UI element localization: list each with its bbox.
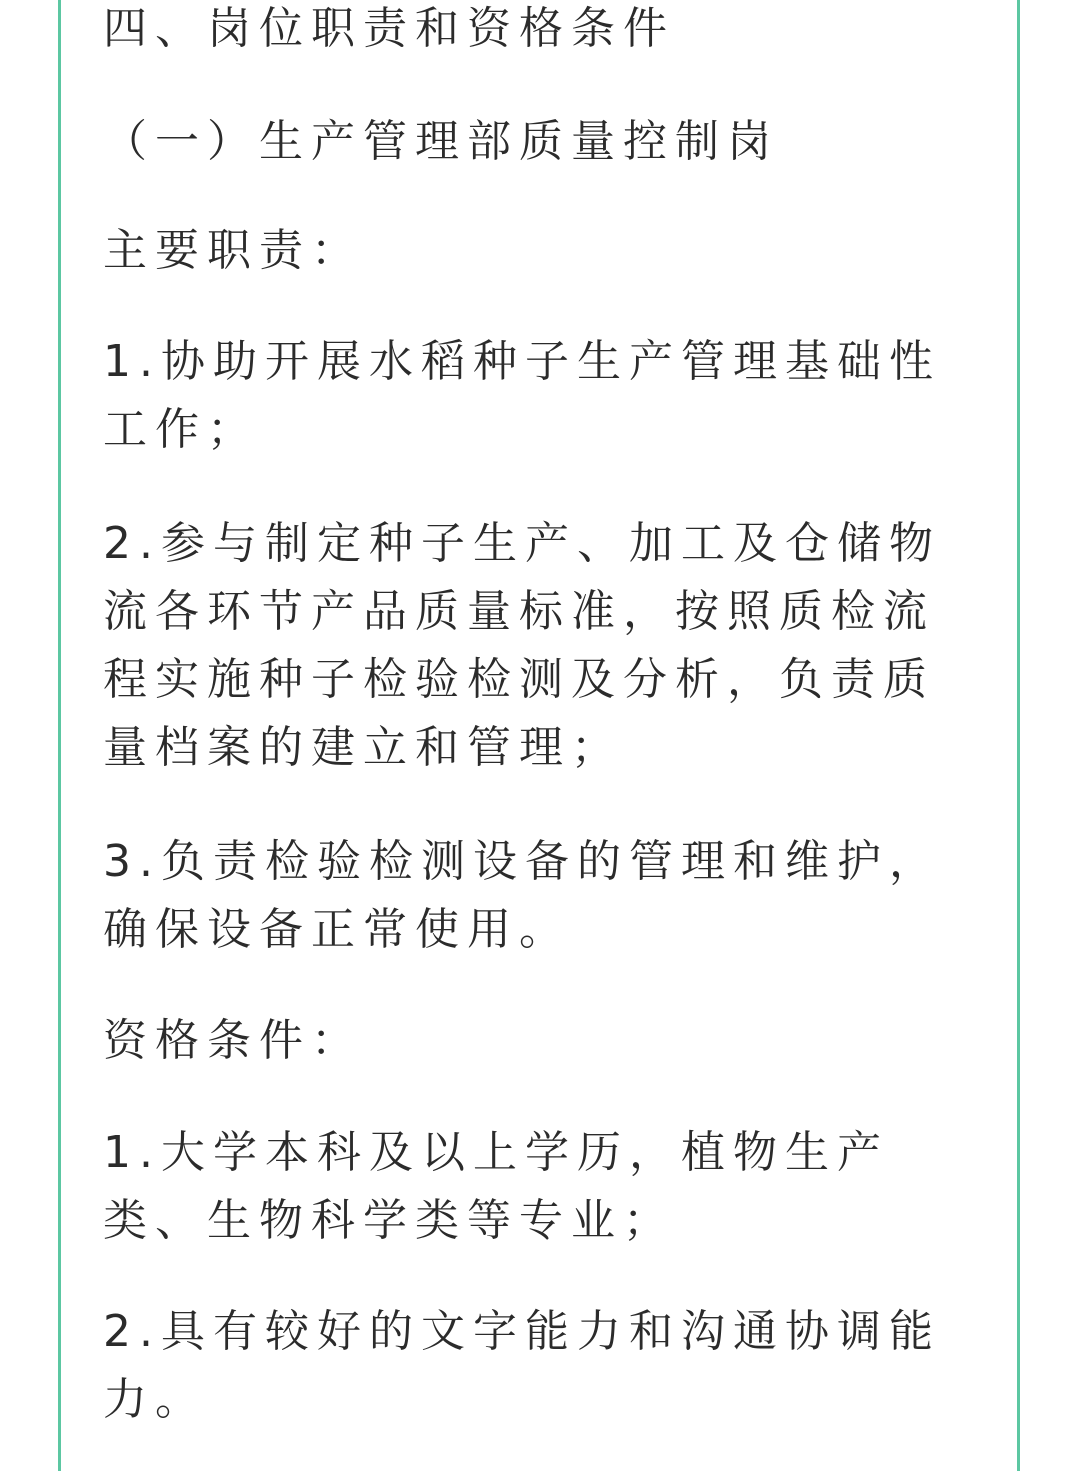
- qualification-item-1: 1.大学本科及以上学历，植物生产类、生物科学类等专业；: [103, 1127, 889, 1246]
- duties-heading: 主要职责：: [103, 225, 363, 276]
- qualification-item-2: 2.具有较好的文字能力和沟通协调能力。: [103, 1306, 941, 1425]
- duty-item-1: 1.协助开展水稻种子生产管理基础性工作；: [103, 336, 941, 455]
- duty-item-3: 3.负责检验检测设备的管理和维护，确保设备正常使用。: [103, 836, 941, 955]
- duty-item-2: 2.参与制定种子生产、加工及仓储物流各环节产品质量标准，按照质检流程实施种子检验检测及分析，负责质量档案的建立和管理；: [103, 518, 941, 773]
- qualifications-heading: 资格条件：: [103, 1015, 363, 1066]
- section-heading: 四、岗位职责和资格条件: [103, 3, 675, 54]
- position-title: （一）生产管理部质量控制岗: [103, 116, 779, 167]
